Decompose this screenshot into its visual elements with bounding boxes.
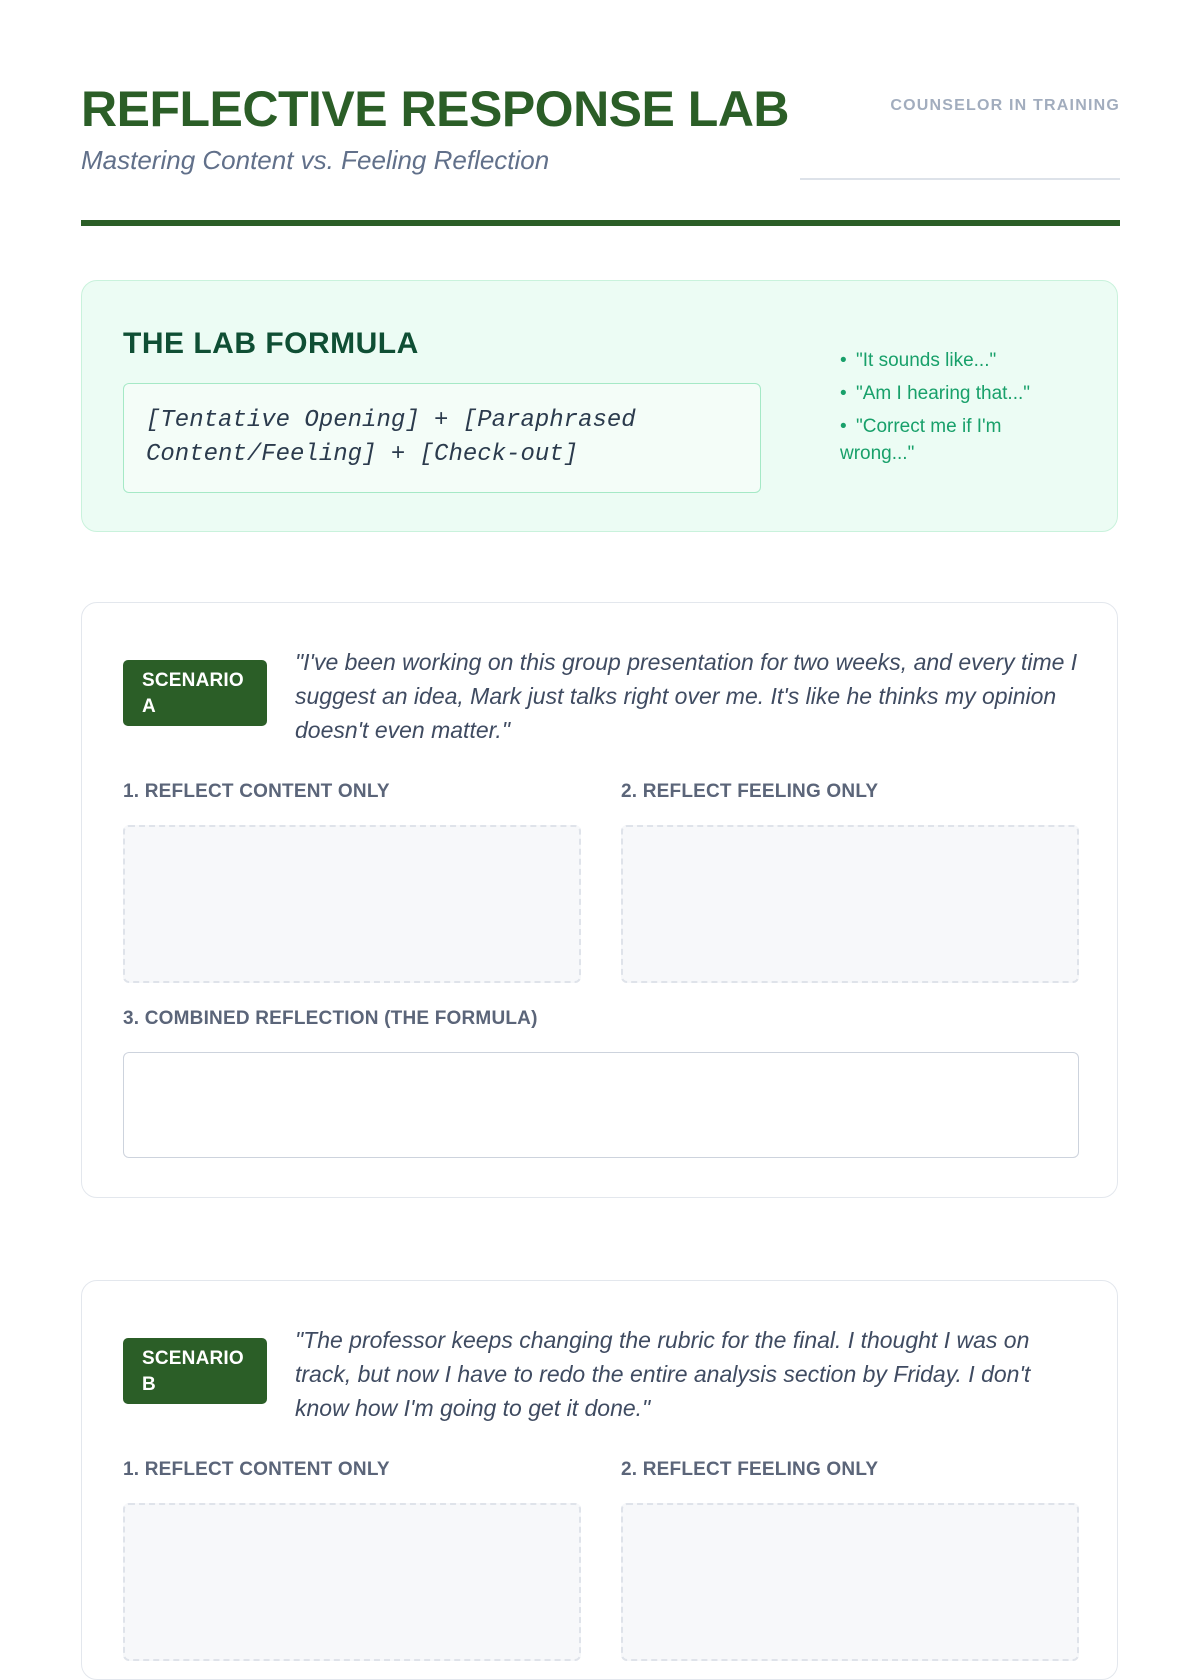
role-badge: COUNSELOR IN TRAINING: [890, 97, 1120, 114]
lab-formula-card: [81, 280, 1118, 532]
tentative-phrase-list: [840, 347, 1080, 473]
reflect-content-label: 1. REFLECT CONTENT ONLY: [123, 781, 390, 802]
formula-line-2: Content/Feeling] + [Check-out]: [146, 441, 579, 468]
scenario-tag: [123, 1338, 267, 1404]
combined-reflection-answer-box[interactable]: [123, 1052, 1079, 1158]
reflect-feeling-label: 2. REFLECT FEELING ONLY: [621, 781, 879, 802]
scenario-tag-letter: B: [142, 1374, 156, 1395]
phrase-item: [840, 413, 1080, 467]
worksheet-header: [81, 0, 1120, 226]
scenario-tag-word: SCENARIO: [142, 670, 244, 691]
phrase-text: "Am I hearing that...": [856, 383, 1031, 404]
scenario-tag-letter: A: [142, 696, 156, 717]
page-title: REFLECTIVE RESPONSE LAB: [81, 81, 790, 137]
bullet-icon: •: [840, 350, 847, 371]
page-subtitle: Mastering Content vs. Feeling Reflection: [81, 145, 550, 175]
reflect-feeling-label: 2. REFLECT FEELING ONLY: [621, 1459, 879, 1480]
phrase-item: [840, 347, 1080, 374]
name-signature-line: [800, 178, 1120, 180]
client-quote: "I've been working on this group presentation for two weeks, and every time I suggest an idea, Mark just talks right over me. It's like he thinks my opinion doesn't even matter.": [295, 649, 1078, 743]
reflect-content-label: 1. REFLECT CONTENT ONLY: [123, 1459, 390, 1480]
formula-heading: THE LAB FORMULA: [123, 327, 419, 360]
phrase-text: "Correct me if I'm wrong...": [840, 416, 1002, 464]
formula-line-1: [Tentative Opening] + [Paraphrased: [146, 407, 636, 434]
client-quote: "The professor keeps changing the rubric for the final. I thought I was on track, but now I have to redo the entire analysis section by Friday. I don't know how I'm going to get it done.": [295, 1327, 1031, 1421]
scenario-tag: [123, 660, 267, 726]
worksheet-page: [81, 0, 1120, 1480]
scenario-card-a: [81, 602, 1118, 1198]
reflect-feeling-answer-box[interactable]: [621, 1503, 1079, 1661]
reflect-content-answer-box[interactable]: [123, 1503, 581, 1661]
phrase-text: "It sounds like...": [856, 350, 997, 371]
scenario-card-b: [81, 1280, 1118, 1680]
reflect-content-answer-box[interactable]: [123, 825, 581, 983]
reflect-feeling-answer-box[interactable]: [621, 825, 1079, 983]
formula-box: [123, 383, 761, 493]
bullet-icon: •: [840, 416, 847, 437]
phrase-item: [840, 380, 1080, 407]
scenario-tag-word: SCENARIO: [142, 1348, 244, 1369]
header-divider: [81, 220, 1120, 226]
combined-reflection-label: 3. COMBINED REFLECTION (THE FORMULA): [123, 1008, 538, 1029]
bullet-icon: •: [840, 383, 847, 404]
